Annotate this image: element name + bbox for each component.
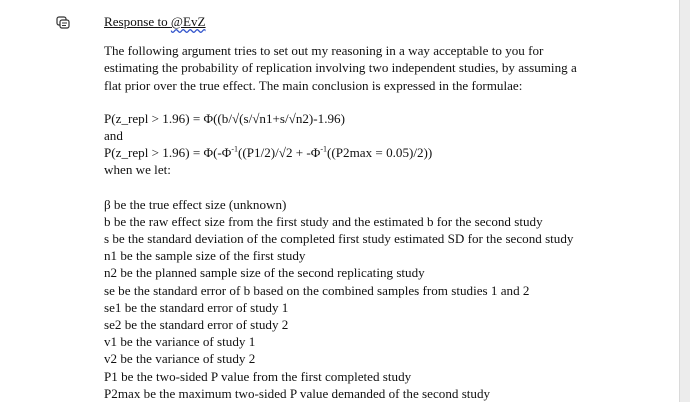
intro-line: estimating the probability of replication involving two independent studies, by assuming a — [104, 60, 577, 76]
definition-item: n2 be the planned sample size of the second replicating study — [104, 265, 425, 281]
comment-bubble-icon[interactable] — [56, 16, 70, 30]
definition-item: P2max be the maximum two-sided P value demanded of the second study — [104, 385, 491, 401]
intro-line: The following argument tries to set out my reasoning in a way acceptable to you for — [104, 43, 544, 59]
definition-item: se be the standard error of b based on the combined samples from studies 1 and 2 — [104, 282, 530, 298]
when-we-let-text: when we let: — [104, 162, 171, 178]
heading-prefix: Response to — [104, 14, 171, 29]
definition-item: v2 be the variance of study 2 — [104, 351, 256, 367]
definitions-list — [104, 196, 674, 402]
definition-item: s be the standard deviation of the completed first study estimated SD for the second study — [104, 231, 574, 247]
formula-1: P(z_repl > 1.96) = Φ((b/√(s/√n1+s/√n2)-1.96) — [104, 110, 345, 126]
definition-item: se1 be the standard error of study 1 — [104, 299, 289, 315]
spacer — [104, 179, 674, 196]
definition-item: v1 be the variance of study 1 — [104, 334, 256, 350]
definition-item: n1 be the sample size of the first study — [104, 248, 306, 264]
formula-2-part3: ((P2max = 0.05)/2)) — [327, 145, 433, 161]
document-body[interactable] — [104, 13, 674, 402]
formula-2-sup2: -1 — [320, 144, 328, 154]
window-edge — [679, 0, 690, 402]
formula-2 — [104, 144, 674, 161]
definition-item: P1 be the two-sided P value from the first completed study — [104, 368, 412, 384]
definition-item: b be the raw effect size from the first study and the estimated b for the second study — [104, 213, 543, 229]
formula-2-sup1: -1 — [231, 144, 239, 154]
formula-block — [104, 110, 674, 179]
mention-link[interactable]: @EvZ — [170, 14, 206, 29]
response-heading[interactable] — [104, 13, 206, 30]
definition-item: se2 be the standard error of study 2 — [104, 317, 289, 333]
definition-item: β be the true effect size (unknown) — [104, 196, 287, 212]
intro-paragraph — [104, 42, 674, 94]
formula-2-part2: ((P1/2)/√2 + -Φ — [238, 145, 321, 161]
formula-2-part1: P(z_repl > 1.96) = Φ(-Φ — [104, 145, 232, 161]
connector-text: and — [104, 128, 123, 144]
intro-line: flat prior over the true effect. The main conclusion is expressed in the formulae: — [104, 77, 523, 93]
